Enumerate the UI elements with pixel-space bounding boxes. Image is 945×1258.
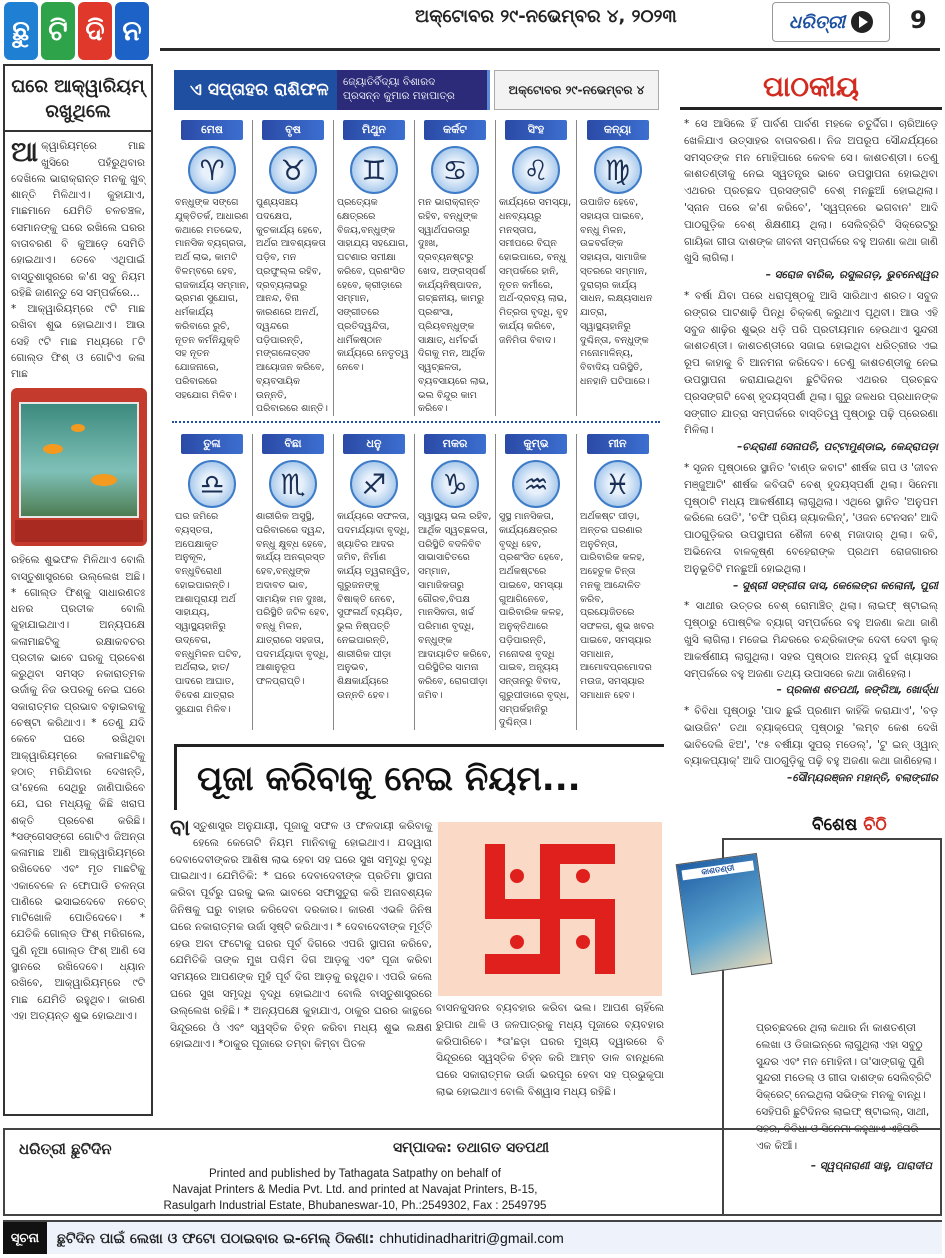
letter-text: * ସାଥୀର ଉତ୍ତର ବେଶ୍ ରୋମାଞ୍ଚିତ୍ ଥିଲା। ଲାଇଫ୍ ଷ୍ଟାଇଲ୍ ପୃଷ୍ଠାରୁ ପୋଷ୍ଟିକ ବ୍ୟାଗ୍ ସମ୍ପର୍କରେ ବହୁ ଅଜଣା କଥା ଜାଣି ଖୁସି ଲାଗିଲା। ମଜେଇ ମିନ୍ଦରରେ ଚନ୍ଦ୍ରିକାଙ୍କ ଦେବୀ ଦେବୀ ଲୁକ୍ ଆକର୍ଷଣୀୟ ଲାଗୁଥିଲା। ସହର ପୃଷ୍ଠାର ଅନନ୍ୟ ଦୁର୍ଗ ଖ୍ୟାସର ସମ୍ପର୍କରେ ବହୁ ଅଜଣା ତଥ୍ୟ ଉପାସରେ କଥା ଜାଣିହେଲା। bbox=[684, 600, 938, 680]
zodiac-icon: ♈ bbox=[188, 146, 236, 194]
zodiac-icon: ♏ bbox=[269, 460, 317, 508]
issue-date: ଅକ୍ଟୋବର ୨୯-ନଭେମ୍ବର ୪, ୨୦୨୩ bbox=[415, 6, 677, 27]
horoscope-sign bbox=[496, 434, 577, 730]
horoscope-sign bbox=[577, 434, 658, 730]
notice-bar bbox=[3, 1220, 942, 1254]
reader-letters bbox=[680, 66, 942, 797]
zodiac-icon: ♎ bbox=[188, 460, 236, 508]
horoscope-sign bbox=[577, 120, 658, 416]
letter-signature: – ସୁଶ୍ରୀ ସଙ୍ଗୀତା ଦାସ, କେଲେଙ୍ଗ କଲୋନୀ, ପୁରୀ bbox=[733, 579, 938, 592]
horoscope-sign bbox=[253, 120, 334, 416]
sign-prediction: ଶାରୀରିକ ଅସୁସ୍ଥି, ପରିବାରରେ ଦ୍ୱନ୍ଦ, ବନ୍ଧୁ କ୍ଷୁବ୍ଧ ହେବେ, କାର୍ଯ୍ୟ ଅନଗ୍ରସ୍ତ ହେବ,ବନ୍ଧୁଙ୍କ ଅଦାବତ ଭାବ, ସାମୟିକ ମନ ଦୁଃଖ, ପରିସ୍ଥିତି ଜଟିଳ ହେବ, ବନ୍ଧୁ ମିଳନ, ଯାତ୍ରାରେ ସହଜତା, ପଦମର୍ଯ୍ୟାଦା ବୃଦ୍ଧି, ଆଶାନୁରୂପ ଫଳପ୍ରାପ୍ତି। bbox=[256, 511, 329, 688]
letter-signature: –ସୌମ୍ୟରଞ୍ଜନ ମହାନ୍ତି, ବଲାଙ୍ଗୀର bbox=[787, 772, 938, 785]
aquarium-article-title: ଘରେ ଆକ୍ୱାରିୟମ୍ ରଖୁଥିଲେ bbox=[5, 66, 151, 132]
aquarium-article-intro bbox=[11, 135, 145, 301]
sign-name: ବିଛା bbox=[262, 434, 324, 454]
header-divider bbox=[160, 48, 940, 51]
masthead bbox=[0, 0, 945, 62]
goldfish-icon bbox=[71, 424, 85, 432]
sign-prediction: ବନ୍ଧୁଙ୍କ ସଙ୍ଗେ ଯୁକ୍ତିତର୍କ, ଆଧାରଣ କଥାରେ ମତଭେଦ, ମାନସିକ ବ୍ୟଗ୍ରତା, ଅର୍ଥ ଲାଭ, କାମଟି ବିଳମ୍ବରେ ହେବ, ରାଜକାର୍ଯ୍ୟ ସମ୍ମାନ, ଭ୍ରମଣ ସୁଯୋଗ, ଧର୍ମକାର୍ଯ୍ୟ କରିବାରେ ରୁଚି, ନୂତନ କର୍ମନିଯୁକ୍ତି ସହ ନୂତନ ଯୋଜନାରେ, ପରିବାରରେ ସହଯୋଗ ମିଳିବ। bbox=[175, 197, 249, 401]
footer-editor: ସମ୍ପାଦକ: ତଥାଗତ ସତପଥୀ bbox=[393, 1140, 550, 1156]
horoscope-author bbox=[337, 70, 487, 110]
horoscope-sign bbox=[415, 120, 496, 416]
zodiac-icon: ♒ bbox=[512, 460, 560, 508]
aquarium-para-1: କ୍ୱାରିୟମ୍‌ରେ ମାଛ ଖୁସିରେ ପହଁରୁଥିବାର ଦେଖିଲେ ଭାରାକ୍ରାନ୍ତ ମନକୁ ଖୁବ୍ ଶାନ୍ତି ମିଳିଥାଏ। କୁହାଯାଏ, ମାଛମାନେ ଯେମିତି ଚଳଚଞ୍ଚଳ, ସେମାନଙ୍କୁ ଘରେ ରଖିଲେ ଘରର ବାତାବରଣ ବି କୁଆଡ଼େ ସେମିତି ହୋଇଥାଏ। ତେବେ ଏଥିପାଇଁ ବାସ୍ତୁଶାସ୍ତ୍ରରେ କ'ଣ ସବୁ ନିୟମ ରହିଛି ଜାଣନ୍ତୁ ସେ ସମ୍ପର୍କରେ... bbox=[11, 140, 145, 299]
special-letter-title-1: ବିଶେଷ bbox=[812, 815, 858, 835]
printer-line-2: Navajat Printers & Media Pvt. Ltd. and printed at Navajat Printers, B-15, bbox=[172, 1184, 538, 1197]
sign-name: କନ୍ୟା bbox=[587, 120, 649, 140]
horoscope-sign bbox=[334, 434, 415, 730]
letters-list bbox=[680, 110, 942, 797]
printer-line-3: Rasulgarh Industrial Estate, Bhubaneswar-10, Ph.:2549302, Fax : 2549795 bbox=[163, 1200, 547, 1213]
notice-message: ଛୁଟିଦିନ ପାଇଁ ଲେଖା ଓ ଫଟୋ ପଠାଇବାର ଇ-ମେଲ୍ ଠିକଣା: bbox=[57, 1231, 375, 1247]
masthead-logo bbox=[4, 2, 149, 60]
horoscope-sign bbox=[334, 120, 415, 416]
author-name: ପ୍ରସନ୍ନ କୁମାର ମହାପାତ୍ର bbox=[343, 90, 455, 102]
sign-name: ତୁଳା bbox=[181, 434, 243, 454]
zodiac-icon: ♍ bbox=[594, 146, 642, 194]
horoscope-row-2 bbox=[172, 434, 660, 730]
special-letter-signature: – ସ୍ୱପ୍ନାରାଣୀ ସାହୁ, ପାରାଦୀପ bbox=[810, 1160, 932, 1173]
masthead-tile: ଟି bbox=[41, 2, 75, 60]
sign-name: କର୍କଟ bbox=[424, 120, 486, 140]
horoscope-sign bbox=[172, 434, 253, 730]
tank-base bbox=[15, 520, 143, 542]
horoscope-title: ଏ ସପ୍ତାହର ରାଶିଫଳ bbox=[174, 70, 490, 110]
sign-prediction: କାର୍ଯ୍ୟରେ ସଫଳତା, ପଦମର୍ଯ୍ୟାଦା ବୃଦ୍ଧି, ଖ୍ୟାତିର ଆଦର ଜମିବ, ନିର୍ମାଣ କାର୍ଯ୍ୟ ତ୍ୱରାନ୍ୱିତ, ଗୁରୁଜନଙ୍କୁ ବିଷାକ୍ତି ନେବେ, ସୁଫଳାର୍ଥ ବ୍ୟୟିତ, ଭୁଲ ନିଷ୍ପତ୍ତି ନେଇପାରନ୍ତି, ଶାରୀରିକ ପୀଡ଼ା ଅନୁଭବ, ଶିକ୍ଷକାର୍ଯ୍ୟରେ ଉନ୍ନତି ହେବ। bbox=[337, 511, 410, 701]
brand-logo bbox=[772, 2, 890, 42]
horoscope-section bbox=[162, 66, 664, 776]
swastika-icon bbox=[475, 834, 625, 984]
sign-prediction: ପ୍ରତ୍ୟେକ କ୍ଷେତ୍ରରେ ବିଜୟ,ବନ୍ଧୁଙ୍କ ସାହାଯ୍ୟ ସହଯୋଗ, ଘଟଣାର ସମୀକ୍ଷା କରିବେ, ପ୍ରଶଂସିତ ହେବେ, କ୍ରୀଡ଼ାରେ ସମ୍ମାନ, ସଙ୍ଗୀତରେ ପ୍ରତିଦ୍ୱନ୍ଦିତା, ଧାର୍ମିକଷ୍ଠାନ କାର୍ଯ୍ୟରେ ନେତୃତ୍ୱ ନେବେ। bbox=[337, 197, 409, 374]
aquarium-article bbox=[3, 64, 153, 1116]
page-number: 9 bbox=[910, 6, 927, 34]
puja-article-title: ପୂଜା କରିବାକୁ ନେଇ ନିୟମ... bbox=[174, 744, 664, 810]
letter-signature: –ଚନ୍ଦ୍ରାଣୀ ସେନାପତି, ପଟ୍ଟାମୁଣ୍ଡାଇ, କେନ୍ଦ୍ରାପଡ଼ା bbox=[737, 441, 938, 454]
swastika-image bbox=[438, 822, 662, 996]
letter-text: * ବିବିଧା ପୃଷ୍ଠାରୁ 'ପାଦ ଛୁଇଁ ପ୍ରଣାମ କାହିଁକି କରାଯାଏ', 'ବଡ଼ ଭାଉଜିନ' ତଥା ବ୍ୟାକ୍‌ପେଜ୍ ପୃଷ୍ଠାରୁ 'ଲମ୍ବ କେଶ ଦେଖି ଭାବିଦେଲି ଝିଅ', '୯୫ ବର୍ଷୀୟା ସୁପର୍ ମଡେଲ୍', 'ଟୁ ଇନ୍ ଓ୍ୱାନ୍ ବ୍ୟାକପ୍ୟାକ୍' ଆଦି ପାଠଗୁଡ଼ିକୁ ପଢ଼ି ବହୁ ଅଜଣା କଥା ଜାଣିହେଲା। bbox=[684, 705, 938, 768]
sign-prediction: ଘର ଜମିରେ ବ୍ୟସ୍ତତା, ଅପେକ୍ଷାକୃତ ଅନୁକୂଳ, ବନ୍ଧୁବିରୋଧୀ ହୋଇପାରନ୍ତି। ଆଶାପୂରାୟୀ ଅର୍ଥ ସାହାଯ୍ୟ, ସ୍ୱାସ୍ଥ୍ୟହାନିରୁ ଉଦ୍‌ବେଗ, ବନ୍ଧୁମିଳନ ଘଟିବ, ଅର୍ଥଲାଭ, ହାତ/ପାଦରେ ଆଘାତ, ବିଦେଶ ଯାତ୍ରାର ସୁଯୋଗ ମିଳିବ। bbox=[175, 511, 242, 715]
sign-name: ମୀନ bbox=[587, 434, 649, 454]
horoscope-sign bbox=[253, 434, 334, 730]
sign-name: ସିଂହ bbox=[505, 120, 567, 140]
magazine-cover-title: କାଶତଣ୍ଡୀ bbox=[682, 860, 755, 880]
sign-prediction: କାର୍ଯ୍ୟରେ ସମସ୍ୟା, ଧନବ୍ୟୟରୁ ମନସ୍ତାପ, ସମୀପରେ ବିଘ୍ନ ହୋଇପାରେ, ବନ୍ଧୁ ସମ୍ପର୍କରେ ହାନି, ନୂତନ କର୍ମୀରେ, ଅର୍ଥ-ଦ୍ରବ୍ୟ ଲାଭ, ମିତ୍ରତା ବୃଦ୍ଧି, ବୃହ କାର୍ଯ୍ୟ କରିବେ, ଜନିମିତା ବିବାଦ। bbox=[499, 197, 572, 346]
reader-letters-title: ପାଠକୀୟ bbox=[680, 66, 942, 110]
goldfish-icon bbox=[91, 474, 117, 486]
sign-name: କୁମ୍ଭ bbox=[505, 434, 567, 454]
notice-text bbox=[57, 1230, 564, 1247]
goldfish-icon bbox=[43, 444, 63, 454]
dotted-divider bbox=[172, 421, 660, 423]
footer-brand: ଧରିତ୍ରୀ ଛୁଟିଦିନ bbox=[19, 1140, 112, 1158]
email-link[interactable]: chhutidinadharitri@gmail.com bbox=[379, 1230, 564, 1246]
aquarium-para-3: ରହିଲେ ଶୁଭଫଳ ମିଳିଥାଏ ବୋଲି ବାସ୍ତୁଶାସ୍ତ୍ରରେ ଉଲ୍ଲେଖ ଅଛି। * ଗୋଲ୍ଡ ଫିଶ୍‌କୁ ସାଧାରଣତଃ ଧନର ପ୍ରତୀକ ବୋଲି କୁହାଯାଇଥାଏ। ଅନ୍ୟପକ୍ଷେ କଳାମାଛଟିକୁ ରକ୍ଷାକବଚର ପ୍ରତୀକ ଭାବେ ଘରକୁ ପ୍ରବେଶ କରୁଥିବା ସମସ୍ତ ନକାରାତ୍ମକ ଉର୍ଜାକୁ ନିଜ ଉପରକୁ ନେଇ ଘରେ ସକାରାତ୍ମକ ପ୍ରଭାବ ବଢ଼ାଇବାକୁ ଚେଷ୍ଟା କରିଥାଏ। * ତେଣୁ ଯଦି କେବେ ଘରେ ରଖିଥିବା ଆକ୍ୱାରିୟମ୍‌ରେ କଳାମାଛଟିକୁ ହଠାତ୍ ମରିଯିବାର ଦେଖନ୍ତି, ତା'ହେଲେ ସେଥିରୁ ଜାଣିପାରିବେ ଯେ, ଘର ମଧ୍ୟକୁ କିଛି ଖରାପ ଶକ୍ତି ପ୍ରବେଶ କରିଛି। *ସଙ୍ଗେସଙ୍ଗେ ଗୋଟିଏ ଜିଅନ୍ତା କଳାମାଛ ଆଣି ଆକ୍ୱାରିୟମ୍‌ରେ ରଖିଦେବେ ଏବଂ ମୃତ ମାଛଟିକୁ ଏକାବେଳେ ନ ଫୋପାଡି ଚଳନ୍ତା ପାଣିରେ ଭସାଇଦେବେ ନଚେତ୍ ମାଟିଖୋଳି ପୋତିଦେବେ। * ଯେତିକି ଗୋଲ୍ଡ ଫିଶ୍ ମରିଗଲେ, ପୁଣି ନୂଆ ଗୋଲ୍ଡ ଫିଶ୍ ଆଣି ସେ ସ୍ଥାନରେ ରଖିଦେବେ। ଧ୍ୟାନ ରଖିବେ, ଆକ୍ୱାରିୟମ୍‌ରେ ୯ଟି ମାଛ ଯେମିତି ରହୁଥିବ। କାରଣ ଏହା ଅତ୍ୟନ୍ତ ଶୁଭ ହୋଇଥାଏ। bbox=[11, 554, 145, 1022]
masthead-tile: ନ bbox=[115, 2, 149, 60]
sign-name: ଧନୁ bbox=[343, 434, 405, 454]
puja-text-right: ବାସନକୁସନର ବ୍ୟବହାର କରିବା ଭଲ। ଆପଣ ଚାହିଁଲେ ରୁପାର ଥାଳି ଓ ଜଳପାତ୍ରକୁ ମଧ୍ୟ ପୂଜାରେ ବ୍ୟବହାର କରିପାରିବେ। *ତା'ଛଡ଼ା ଘରର ମୁଖ୍ୟ ଦ୍ୱାରରେ ବି ସିନ୍ଦୂରରେ ସ୍ୱସ୍ତିକ ଚିହ୍ନ କରି ଆମ୍ବ ଡାଳ ବାନ୍ଧିଲେ ଘରେ ସକାରାତ୍ମକ ଉର୍ଜା ଭରପୂର ହେବା ସହ ପ୍ରଭୁକୃପା ଲାଭ ହୋଇଥାଏ ବୋଲି ବିଶ୍ୱାସ ମଧ୍ୟ ରହିଛି। bbox=[436, 1002, 664, 1098]
sign-prediction: ସ୍ୱାସ୍ଥ୍ୟ ଭଲ ରହିବ, ଆର୍ଥିକ ସ୍ୱଚ୍ଛଳତା, ପରିସ୍ଥିତି ବଦଳିବିବ ସାଭାସାଚିତରେ ସମ୍ମାନ, ସାମାଜିକତାରୁ ଗୌରବ,ବିପକ୍ଷ ମାନସିକତା, ଖର୍ଚ୍ଚ ପରିମାଣ ବୃଦ୍ଧି, ବନ୍ଧୁଙ୍କ ଆଦାୟାଚିତ କରିବେ, ପରିସ୍ଥିତିର ସାମନା କରିବେ, ରୋଗପୀଡ଼ା ଜମିବ। bbox=[418, 511, 492, 701]
zodiac-icon: ♑ bbox=[431, 460, 479, 508]
special-letter-title-2: ଚିଠି bbox=[863, 815, 887, 835]
zodiac-icon: ♊ bbox=[350, 146, 398, 194]
horoscope-sign bbox=[496, 120, 577, 416]
horoscope-row-1 bbox=[172, 120, 660, 416]
sign-name: ମକର bbox=[424, 434, 486, 454]
zodiac-icon: ♋ bbox=[431, 146, 479, 194]
zodiac-icon: ♐ bbox=[350, 460, 398, 508]
printer-line-1: Printed and published by Tathagata Satpathy on behalf of bbox=[209, 1168, 501, 1180]
dropcap: ଆ bbox=[11, 135, 39, 169]
zodiac-icon: ♉ bbox=[269, 146, 317, 194]
letter-text: * ବର୍ଷା ଯିବା ପରେ ଧରାପୃଷ୍ଠକୁ ଆସି ସାରିଥାଏ ଶରତ। ସବୁଜ ରଙ୍ଗର ପାଟଶାଢ଼ି ପିନ୍ଧି ଚିକ୍‌କଣ୍ କରୁଥାଏ ପୃଥିବୀ। ଆଉ ଏହି ସବୁଜ ଶାଢ଼ିର ଶୁଭ୍ର ଧଡ଼ି ପରି ପ୍ରତୀୟମାନ ହେଉଥାଏ ସୁନ୍ଦରୀ କାଶତଣ୍ଡୀ। କାଶତଣ୍ଡୀରେ ସଜାଇ ହୋଇଥିବା ଧରିତ୍ରୀର ଏଇ ରୂପ କାହାକୁ ବି ଆନମନା କରିଦେବ। ତେଣୁ କାଶତଣ୍ଡୀକୁ ନେଇ ଉପସ୍ଥାପନା କରାଯାଇଥିବା ଛୁଟିଦିନର ଏଥରର ପ୍ରଚ୍ଛଦ ପ୍ରସଙ୍ଗଟି ବେଶ୍ ହୃଦୟସ୍ପର୍ଶୀ ଥିଲା। ଗୁରୁ ଜଳଧର ପ୍ରଧାନଙ୍କ ସଙ୍ଗୀତ ଯାତ୍ରା ସମ୍ପର୍କରେ ବାସ୍ତିତ୍ୱ ପୃଷ୍ଠାରୁ ପଢ଼ି ପ୍ରେରଣା ମିଳିଲା। bbox=[684, 289, 938, 437]
brand-name: ଧରିତ୍ରୀ bbox=[788, 11, 846, 33]
aquarium-image bbox=[11, 388, 147, 546]
special-letter-text: ପ୍ରଚ୍ଛଦରେ ଥିଲା କଥାର ନାଁ କାଶତଣ୍ଡୀ ଲେଖା ଓ ଡିଜାଇନ୍‌ରେ ଲାଗୁଥିଲା ଏହା ସବୁଠୁ ସୁନ୍ଦର ଏବଂ ମନ ମୋହିନୀ। ତା'ସାଙ୍ଗକୁ ପୁଣି ସୁନ୍ଦରୀ ମଡେଲ୍ ଓ ଗୀତା ଦାଶଙ୍କ ସେଲିବ୍ରିଟି ସିକ୍ରେଟ୍ ନେଇଥିଲା ସଭିଙ୍କ ମନକୁ ବାନ୍ଧି। ସେହିପରି ଛୁଟିଦିନର ଲାଇଫ୍ ଷ୍ଟାଇଲ୍, ସାଥୀ, ସହର, ବିବିଧା ଓ ସିନେମା କହୁଥାଏ ଏହିପରି ଏକ କିଆଁ। bbox=[756, 1022, 932, 1152]
horoscope-sign bbox=[415, 434, 496, 730]
sign-name: ବୃଷ bbox=[262, 120, 324, 140]
horoscope-sign bbox=[172, 120, 253, 416]
sign-prediction: ମନ ଭାରାକ୍ରାନ୍ତ ରହିବ, ବନ୍ଧୁଙ୍କ ସ୍ୱାର୍ଥପରତାରୁ ଦୁଃଖ, ଦ୍ରବ୍ୟନଷ୍ଟରୁ ଖେଦ, ଅଙ୍ଗସ୍ପର୍ଶ କାର୍ଯ୍ୟନିଷ୍ପାଦନ, ଗଚ୍ଛନୀୟ, କାମରୁ ପ୍ରଶଂସା, ପ୍ରିୟବନ୍ଧୁଙ୍କ ସାକ୍ଷାତ୍, ଧର୍ମଚର୍ଚ୍ଚା ଦିଗକୁ ମନ, ଆର୍ଥିକ ସ୍ୱଚ୍ଛଳତା, ବ୍ୟବସାୟରେ ଲାଭ, ଭଲ ବିନ୍ଦୁର କାମ କରିବେ। bbox=[418, 197, 489, 415]
special-letter-title bbox=[812, 815, 887, 835]
letter-signature: – ପ୍ରକାଶ ଶତପଥୀ, ଜଙ୍ଗିଆ, ଖୋର୍ଦ୍ଧା bbox=[776, 684, 938, 697]
printer-details bbox=[5, 1166, 705, 1214]
masthead-tile: ଛୁ bbox=[4, 2, 38, 60]
sign-name: ମିଥୁନ bbox=[343, 120, 405, 140]
sign-prediction: ସୁସ୍ଥ ମାନସିକତା, କାର୍ଯ୍ୟକ୍ଷେତ୍ରର ବୃଦ୍ଧି ହେବ, ପ୍ରଶଂସିତ ହେବେ, ଅର୍ଥକଷ୍ଟରେ ପାଇବେ, ସମସ୍ୟା ଗୁଆଗିନେବେ, ପାରିବାରିକ କଳହ, ଅନୁକ୍ତିଥାରେ ପଡ଼ିପାରନ୍ତି, ମନୋଦଶ ବୃଦ୍ଧି ପାଇବ, ଅନ୍ୟୂୟ ସନ୍ତାନରୁ ବିବାଦ, ଗୁରୁପୀଡାରେ ବୃଦ୍ଧ, ସମ୍ପର୍କହାନିରୁ ଦୁଶ୍ଚିନ୍ତା। bbox=[499, 511, 570, 729]
author-title: ଜ୍ୟୋତିର୍ବିଦ୍ୟା ବିଶାରଦ bbox=[343, 76, 436, 89]
imprint-footer bbox=[3, 1128, 942, 1216]
notice-label: ସୂଚନା bbox=[3, 1222, 47, 1254]
play-icon bbox=[851, 11, 873, 33]
sign-prediction: ଉପାଜିତ ହେବେ, ସହାୟତା ପାଇବେ, ବନ୍ଧୁ ମିଳନ, ଉଚ୍ଚବର୍ଗଙ୍କ ସହାୟତା, ସାମାଜିକ ସ୍ତରରେ ସମ୍ମାନ, ଦୁରାଚାର କାର୍ଯ୍ୟ ସାଧନ, ଲକ୍ଷ୍ୟସାଧନ ଯାତ୍ରା, ସ୍ୱାସ୍ଥ୍ୟହାନିରୁ ଦୁଶ୍ଚିନ୍ତା, ବନ୍ଧୁଙ୍କ ମନୋମାଳିନ୍ୟ, ବିବାଦିୟ ପରିସ୍ଥିତି, ଧନହାନି ଘଟିପାରେ। bbox=[580, 197, 653, 387]
dropcap: ବା bbox=[170, 816, 191, 841]
letter-text: * ସୃଜନ ପୃଷ୍ଠାରେ ସ୍ଥାନିତ 'ବାଣ୍ଡ କବାଟ' ଶୀର୍ଷକ ଗପ ଓ 'ଜୀବନ ମଞ୍ଜୁଆଟି' ଶୀର୍ଷକ କବିତାଟି ବେଶ୍ ହୃଦୟସ୍ପର୍ଶୀ ଥିଲା। ସିନେମା ପୃଷ୍ଠାଟି ମଧ୍ୟ ଆକର୍ଷଣୀୟ ଲାଗୁଥିଲା। ଏଥିରେ ସ୍ଥାନିତ 'ଅନୁପମ କରିଲେ ତୋତି', 'ଚଫି ପ୍ରିୟ ଜ୍ୟାକଲିନ୍', 'ଓଜନ ଟେନସନ' ଆଦି ପାଠଗୁଡ଼ିକର ଉପସ୍ଥାପନା ଶୈଳୀ ବେଶ୍ ମଜାଦାର୍ ଥିଲା। କବି, ଅଭିନେତା ବାଳକୃଷ୍ଣ ବେହେରାଙ୍କ ପ୍ରଥମ ରୋଜଗାରର ଅନୁଭୂତିଟି ମନଛୁଆଁ ହୋଇଥିଲା। bbox=[684, 461, 938, 575]
horoscope-date: ଅକ୍ଟୋବର ୨୯-ନଭେମ୍ବର ୪ bbox=[494, 70, 659, 110]
puja-text-left: ସ୍ତୁଶାସ୍ତ୍ର ଅନୁଯାୟୀ, ପୂଜାକୁ ସଫଳ ଓ ଫଳଦାୟୀ କରିବାକୁ ହେଲେ କେତୋଟି ନିୟମ ମାନିବାକୁ ହୋଇଥାଏ। ଯଦ୍ୱାରା ଦେବାଦେବୀଙ୍କର ଆଶିଷ ଲାଭ ହେବା ସହ ଘରେ ସୁଖ ସମୃଦ୍ଧି ବୃଦ୍ଧି ପାଇଥାଏ। ଯେମିତିକି: * ଘରେ ଦେବାଦେବୀଙ୍କ ପ୍ରତିମା ସ୍ଥାପନା କରିବା ପୂର୍ବରୁ ଘରକୁ ଭଲ ଭାବରେ ସଫାସୁତୁରା କରି ଅନାବଶ୍ୟକ ଜିନିଷକୁ ଘରୁ ବାହାର କରିଦେବା ଦରକାର। କାରଣ ଏଭଳି ଜିନିଷ ଘରେ ନକାରାତ୍ମକ ଉର୍ଜା ସୃଷ୍ଟି କରିଥାଏ। * ଦେବାଦେବୀଙ୍କ ମୂର୍ତ୍ତି ହେଉ ଅବା ଫଟୋକୁ ଘରର ପୂର୍ବ ଦିଗରେ ଏପରି ସ୍ଥାପନା କରିବେ, ଯେମିତିକି ତାଙ୍କ ମୁଖ ପଶ୍ଚିମ ଦିଗ ଆଡ଼କୁ ଏବଂ ପୂଜା କରିବା ସମୟରେ ଆପଣଙ୍କ ମୁହଁ ପୂର୍ବ ଦିଗ ଆଡ଼କୁ ରହୁଥିବ। ଏପରି କଲେ ଘରେ ସୁଖ ସମୃଦ୍ଧି ବୃଦ୍ଧି ହୋଇଥାଏ ବୋଲି ବାସ୍ତୁଶାସ୍ତ୍ରରେ ଉଲ୍ଲେଖ ରହିଛି। * ଅନ୍ୟପକ୍ଷେ କୁହାଯାଏ, ଠାକୁର ଘରର କାନ୍ଥରେ ସିନ୍ଦୂରରେ ଓଁ ଏବଂ ସ୍ୱସ୍ତିକ ଚିହ୍ନ କରିବା ମଧ୍ୟ ଶୁଭ ଲକ୍ଷଣ ହୋଇଥାଏ। *ଠାକୁର ପୂଜାରେ ତମ୍ବା କିମ୍ବା ପିତଳ bbox=[170, 820, 432, 1051]
aquarium-para-2: * ଆକ୍ୱାରିୟମ୍‌ରେ ୯ଟି ମାଛ ରଖିବା ଶୁଭ ହୋଇଥାଏ। ଆଉ ସେହି ୯ଟି ମାଛ ମଧ୍ୟରେ ୮ଟି ଗୋଲ୍ଡ ଫିଶ୍ ଓ ଗୋଟିଏ କଳା ମାଛ bbox=[11, 303, 145, 381]
magazine-cover-image bbox=[676, 853, 773, 975]
letter-text: * ସେ ଆସିଲେ ହିଁ ପାର୍ବଣ ପାର୍ବଣ ମହକେ ଚତୁର୍ଦ୍ଦିଗ। ଚାରିଆଡ଼େ ଖେଳିଯାଏ ଉତ୍ସାହର ବାତାବରଣ। ନିଜ ଅପରୂପ ସୌନ୍ଦର୍ଯ୍ୟରେ ସମସ୍ତଙ୍କ ମନ ମୋହିପାରେ କେବଳ ସେ। କାଶତଣ୍ଡୀ। ତେଣୁ କାଶତଣ୍ଡୀକୁ ନେଇ ସ୍ୱତନ୍ତ୍ର ଭାବେ ଉପସ୍ଥାପନା ହୋଇଥିବା ଏଥରର ପ୍ରଚ୍ଛଦ ପ୍ରସଙ୍ଗଟି ବେଶ୍ ମନଛୁଆଁ ହୋଇଥିଲା। 'ସ୍ନାନ ପରେ କ'ଣ କରିବେ', 'ସ୍ୱପ୍ନରେ ଭଗବାନ' ଆଦି ପାଠଗୁଡ଼ିକ ବେଶ୍ ଶିକ୍ଷଣୀୟ ଥିଲା। ସେଲିବ୍ରିଟି ସିକ୍ରେଟ୍‌ରୁ ଗାୟିକା ଗୀତା ଦାଶଙ୍କ ଜୀବନୀ ସମ୍ପର୍କରେ ବହୁ ଅଜଣା କଥା ଜାଣି ଖୁସି ଲାଗିଲା। bbox=[684, 118, 938, 265]
sign-name: ମେଷ bbox=[181, 120, 243, 140]
puja-article-body bbox=[170, 818, 432, 1118]
zodiac-icon: ♓ bbox=[594, 460, 642, 508]
masthead-tile: ଦି bbox=[78, 2, 112, 60]
fish-tank bbox=[19, 402, 139, 518]
sign-prediction: ଅର୍ଥକଷ୍ଟ ପୀଡ଼ା, ଅନ୍ତର ଘରଣାର ଅନୁଚିନ୍ତା, ପାରିବାରିକ କଳହ, ଅହେତୁକ ଚିନ୍ତା ମନକୁ ଆନ୍ଦୋଳିତ କରିବ, ପ୍ରୟୋଜିତରେ ସଫଳତା, ଶୁଭ ଖବର ପାଇବେ, ସମସ୍ୟାର ସମାଧାନ, ଆମୋଦପ୍ରମୋଦର ମଉଜ, ସମସ୍ୟାର ସମାଧାନ ହେବ। bbox=[580, 511, 655, 701]
zodiac-icon: ♌ bbox=[512, 146, 560, 194]
letter-signature: – ସରୋଜ ବାରିକ, ରସୁଲଗଡ଼, ଭୁବନେଶ୍ୱର bbox=[765, 269, 938, 282]
sign-prediction: ପୁଣ୍ୟସଞ୍ଚୟ ପଦକ୍ଷେପ, କୁଚକାର୍ଯ୍ୟ ହେବେ, ଅର୍ଥର ଆବଶ୍ୟକତା ପଡ଼ିବ, ମନ ପ୍ରଫୁଲ୍ଲ ରହିବ, ଦ୍ରବ୍ୟଲାଭରୁ ଆନନ୍ଦ, ବିନା କାରଣରେ ଅନର୍ଥ, ଦ୍ୱନ୍ଦରେ ପଡ଼ିପାରନ୍ତି, ମଙ୍ଗଳୋତ୍ସବ ଆୟୋଜନ କରିବେ, ବ୍ୟବସାୟିକ ଉନ୍ନତି, ପରିବାରରେ ଶାନ୍ତି। bbox=[256, 197, 328, 415]
